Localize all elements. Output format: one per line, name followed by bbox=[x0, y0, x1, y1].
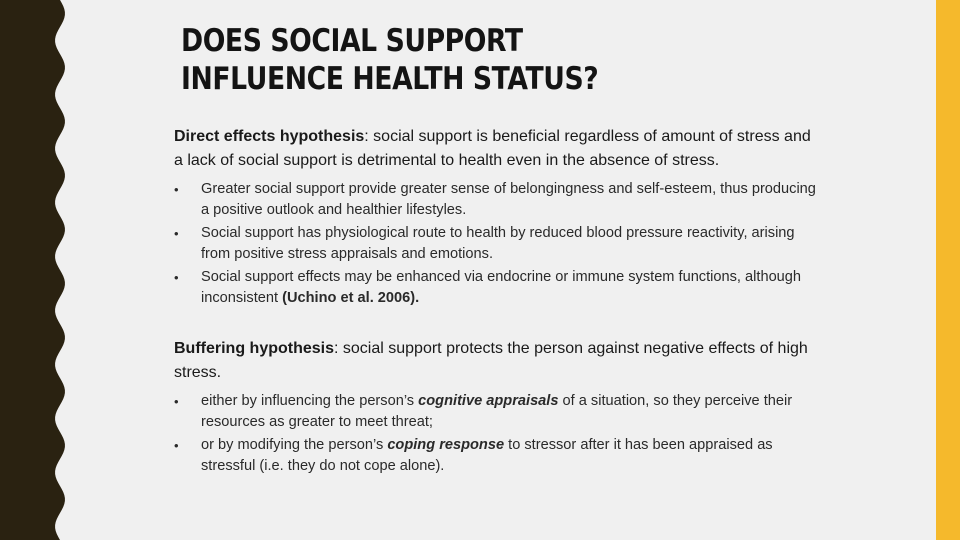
direct-effects-term: Direct effects hypothesis bbox=[174, 128, 365, 145]
direct-effects-paragraph bbox=[174, 125, 824, 173]
bullet-glyph: • bbox=[174, 182, 179, 197]
bullet-text: Social support effects may be enhanced via endocrine or immune system functions, although inconsistent bbox=[201, 269, 802, 306]
list-item bbox=[174, 179, 824, 221]
list-item bbox=[174, 391, 824, 433]
buffering-text: : social support protects the person against negative effects of high stress. bbox=[174, 340, 808, 381]
bullet-glyph: • bbox=[174, 270, 179, 285]
bullet-text: Social support has physiological route to health by reduced blood pressure reactivity, arising from positive stress appraisals and emotions. bbox=[201, 225, 795, 262]
citation: (Uchino et al. 2006). bbox=[282, 290, 420, 306]
slide-title bbox=[181, 22, 783, 98]
bullet-glyph: • bbox=[174, 438, 179, 453]
bullet-emphasis: cognitive appraisals bbox=[418, 393, 559, 409]
direct-effects-list bbox=[174, 179, 824, 309]
bullet-glyph: • bbox=[174, 394, 179, 409]
list-item bbox=[174, 267, 824, 309]
bullet-text-pre: either by influencing the person’s bbox=[201, 393, 419, 409]
title-line-1: DOES SOCIAL SUPPORT bbox=[181, 23, 523, 59]
bullet-text-post: to stressor after it has been appraised as stressful (i.e. they do not cope alone). bbox=[201, 437, 773, 474]
buffering-list bbox=[174, 391, 824, 477]
buffering-paragraph bbox=[174, 337, 824, 385]
bullet-text-post: of a situation, so they perceive their resources as greater to meet threat; bbox=[201, 393, 793, 430]
bullet-glyph: • bbox=[174, 226, 179, 241]
title-line-2: INFLUENCE HEALTH STATUS? bbox=[181, 61, 599, 97]
bullet-text-pre: or by modifying the person’s bbox=[201, 437, 388, 453]
list-item bbox=[174, 435, 824, 477]
buffering-term: Buffering hypothesis bbox=[174, 340, 335, 357]
accent-bar bbox=[936, 0, 960, 540]
slide-body bbox=[174, 125, 824, 479]
direct-effects-text: : social support is beneficial regardless of amount of stress and a lack of social support is detrimental to health even in the absence of stress. bbox=[174, 128, 811, 169]
bullet-text: Greater social support provide greater sense of belongingness and self-esteem, thus producing a positive outlook and healthier lifestyles. bbox=[201, 181, 816, 218]
bullet-emphasis: coping response bbox=[387, 437, 505, 453]
list-item bbox=[174, 223, 824, 265]
wavy-left-band bbox=[0, 0, 72, 540]
